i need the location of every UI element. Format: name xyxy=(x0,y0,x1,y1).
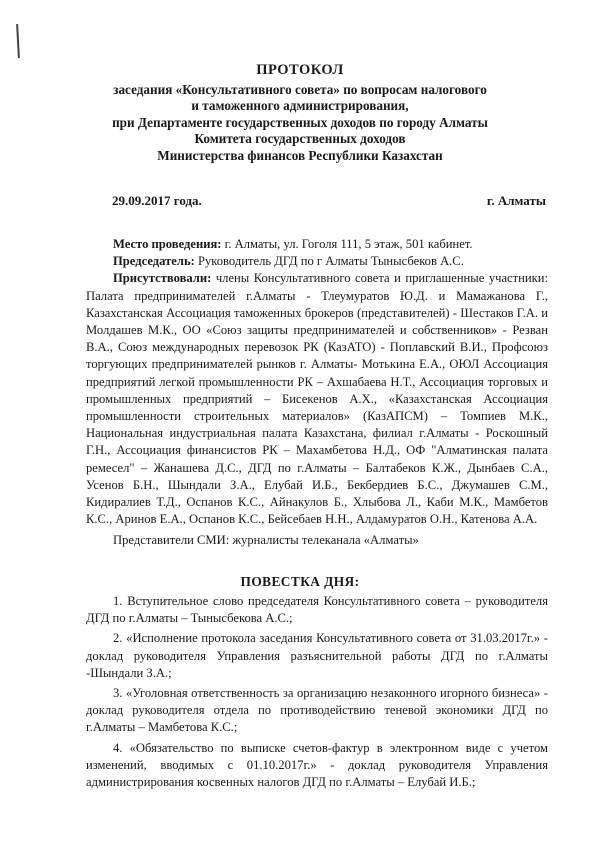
title-line: и таможенного администрирования, xyxy=(191,98,409,114)
agenda-item: 2. «Исполнение протокола заседания Консультативного совета от 31.03.2017г.» - доклад руководителя Управления разъяснительной работы ДГД по г.Алматы -Шындали З.А.; xyxy=(86,631,548,680)
title-line: заседания «Консультативного совета» по вопросам налогового xyxy=(113,81,487,97)
title-line: Комитета государственных доходов xyxy=(194,131,406,147)
document-title xyxy=(0,62,600,165)
chair-paragraph xyxy=(86,253,548,270)
chair-text: Руководитель ДГД по г Алматы Тынысбеков А.С. xyxy=(194,254,464,269)
attendees-text: члены Консультативного совета и приглашенные участники: Палата предпринимателей г.Алматы - Тлеумуратов Ю.Д. и Мамажанова Г., Казахстанская Ассоциация таможенных брокеров (представителей) - Шестаков Г.А. и Молдашев М.К., ОО «Союз защиты предпринимателей и собственников» - Резван В.А., Союз международных перевозок РК (КазАТО) - Поплавский В.И., Профсоюз торгующих предпринимателей рынков г. Алматы- Мотькина Е.А., ОЮЛ Ассоциация предприятий легкой промышленности РК – Ахшабаева Н.Т., Ассоциация торговых и промышленных предприятий – Бисекенов А.Х., «Казахстанская Ассоциация промышленности строительных материалов» (КазАПСМ) – Томпиев М.К., Национальная индустриальная палата Казахстана, филиал г.Алматы - Роскошный Г.Н., Ассоциация финансистов РК – Махамбетова Н.Д., ОФ "Алматинская палата ремесел" – Жанашева Д.С., ДГД по г.Алматы – Балтабеков К.Ж., Дынбаев С.А., Усенов Б.Н., Шындали З.А., Елубай И.Б., Бекбердиев Б.С., Джумашев С.М., Кидиралиев Т.Д., Оспанов К.С., Айнакулов Б., Хлыбова Л., Каби М.К., Мамбетов К.С., Аринов Е.А., Оспанов К.С., Бейсебаев Н.Н., Алдамуратов О.Н., Катенова А.А. xyxy=(86,271,548,527)
venue-label: Место проведения: xyxy=(113,237,222,251)
agenda-item: 1. Вступительное слово председателя Консультативного совета – руководителя ДГД по г.Алматы – Тынысбекова А.С.; xyxy=(86,594,548,626)
agenda-title: ПОВЕСТКА ДНЯ: xyxy=(240,574,360,589)
venue-text: г. Алматы, ул. Гоголя 111, 5 этаж, 501 кабинет. xyxy=(221,237,473,251)
meeting-city: г. Алматы xyxy=(486,193,546,208)
agenda-list xyxy=(86,593,548,794)
scan-mark xyxy=(16,24,20,58)
media-paragraph: Представители СМИ: журналисты телеканала «Алматы» xyxy=(113,533,419,548)
meeting-details xyxy=(86,236,548,550)
date-line xyxy=(112,193,546,209)
chair-label: Председатель: xyxy=(113,254,195,269)
agenda-item: 3. «Уголовная ответственность за организацию незаконного игорного бизнеса» - доклад руководителя отдела по противодействию теневой экономики ДГД по г.Алматы – Мамбетова К.С.; xyxy=(86,686,548,735)
agenda-item: 4. «Обязательство по выписке счетов-фактур в электронном виде с учетом изменений, вводимых с 01.10.2017г.» - доклад руководителя Управления администрирования косвенных налогов ДГД по г.Алматы – Елубай И.Б.; xyxy=(86,740,548,790)
attendees-label: Присутствовали: xyxy=(113,271,212,286)
attendees-paragraph xyxy=(86,270,548,528)
title-heading: ПРОТОКОЛ xyxy=(256,62,344,78)
venue-paragraph xyxy=(86,236,548,253)
meeting-date: 29.09.2017 года. xyxy=(112,193,202,208)
title-line: при Департаменте государственных доходов по городу Алматы xyxy=(112,114,488,130)
title-line: Министерства финансов Республики Казахстан xyxy=(157,147,443,163)
